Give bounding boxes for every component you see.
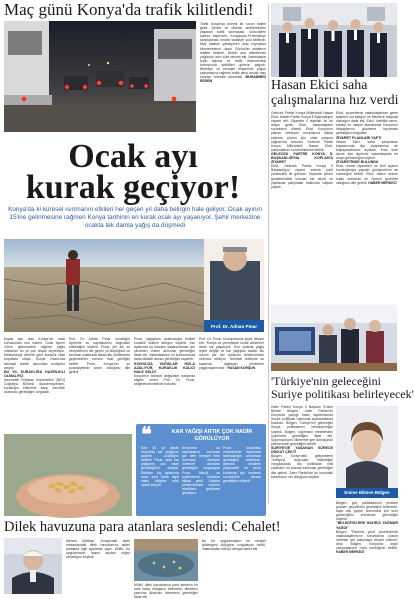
top-right-col2-subhead-b: ZİYARETİNDE BULUNDU: [336, 160, 379, 165]
main-byline: HASAN KURŞUN: [227, 365, 256, 370]
wheat-hand-photo: [4, 434, 132, 516]
mid-right-headline-line2: Suriye politikası belirleyecek': [271, 387, 414, 401]
main-col3-subhead: KONYA'DA YAĞIŞLAR HIZLA AZALIYOR, KURAKLIK KALICI HALE GELDİ: [134, 361, 195, 374]
wish-pool-photo: [134, 539, 198, 581]
top-right-byline: HABER MERKEZİ: [368, 180, 397, 185]
bottom-headline: Dilek havuzuna para atanlara seslendi: Cehalet!: [4, 519, 281, 535]
main-col1-text2: Necmettin Erbakan Üniversitesi (NEÜ) Coğrafya Bölümü Akademisyenleri, kuraklığın etkilerine karşı hazırlıklı olunması gerektiğini vurguladı.: [4, 377, 65, 395]
main-deck: Konya'da ki küresel ısınmanın etkileri her geçen yıl daha belirgin hale geliyor. Ocak ayının 15'ine gelinmesine rağmen Konya tarihinin en kurak ocak ayı yaşanıyor. Şehir merkezine ocakta tek damla yağış da düşmedi: [8, 206, 262, 229]
main-col3-text: Pınar, yağışların azalmasıyla birlikte kuraklık riskinin arttığını söyledi. Yaz aylarında su sıkıntısı yaşanmaması için şimdiden önlem alınması gerektiğini ifade etti. Vatandaşların su kullanımında daha dikkatli olması gerektiğini kaydetti.: [134, 337, 195, 362]
quote-body-col1: Son 40 yıl içinde Konya'da kar yağışının giderek azaldığını belirten Pınar, artık kar yağışının çok nadir görüldüğünü söyledi. Eskiden kış aylarında uzun süre karla kaplı kalan bölgeler artık çıplak kalıyor.: [141, 446, 179, 487]
main-col2-text: Prof. Dr. Adnan Pınar, kuraklığın ilçelerde su kaynaklarını doğrudan etkilediğini söyledi. Pınar, yer altı su seviyelerinin her geçen yıl düştüğünü ve tarımsal sulamada tasarruflu yöntemlere geçilmesinin zorunlu hale geldiğini belirtti. Pınar, Konya'nın su potansiyelinin sınırlı olduğunu dile getirdi.: [69, 337, 130, 374]
top-right-col1: [271, 111, 333, 301]
mid-right-col2-subhead: "BELEDİYELERE HAYIRCI YAĞMUR YAĞDI": [336, 521, 398, 530]
top-right-col2-text: Ekici, ziyaretlerde vatandaşlardan gelen talepleri not aldığını ve Meclis'te takipçisi olacağını ifade etti. Ekici, özellikle tarım, sanayi ve ulaşım alanlarında Konya'nın ihtiyaçlarının gündeme taşınması gerektiğini vurguladı.: [336, 111, 398, 136]
traffic-photo: [4, 21, 196, 132]
quote-box: [136, 424, 266, 516]
mid-right-col2: [336, 501, 398, 593]
top-right-col2-text3: Ekici, esnaf ziyaretleri ve sivil toplum kuruluşlarıyla yapılan görüşmelerin de süreceğini belirtti. Ekici, halkın sesine kulak vermenin en önemli görevleri olduğunu dile getirdi.: [336, 164, 398, 185]
main-headline-line1: Ocak ayı: [68, 138, 198, 175]
bottom-col1: Meram Müftüsü, Konya'daki tarihi mekanlardaki dilek havuzlarına atılan paralarla ilgili açıklama yaptı. Müftü, bu uygulamanın İslami açıdan doğru olmadığını söyledi.: [66, 539, 130, 560]
bottom-col3: Bu tür uygulamaların bir cehalet göstergesi olduğunu vurgulayan müftü, vatandaşları bilinçli olmaya davet etti.: [202, 539, 266, 552]
mid-right-byline: HABER MERKEZİ: [336, 550, 365, 555]
quote-mark-icon: ❝: [141, 422, 152, 446]
main-headline-line2: kurak geçiyor!: [25, 169, 241, 206]
quote-title: KAR YAĞIŞI ARTIK ÇOK NADİR GÖRÜLÜYOR: [171, 429, 253, 442]
bottom-col2: Müftü, dilek havuzlarına para atmanın bir batıl inanç olduğunu belirterek, dileklerin yalnızca Allah'tan istenmesi gerektiğini ifade etti.: [134, 583, 198, 599]
top-left-byline: MUHAMMED ERDEM: [200, 75, 266, 84]
dry-land-photo: [4, 239, 264, 332]
main-col2: [69, 337, 130, 429]
mid-right-col1-text: Zafer Partisi Konya İl Başkanı Emine Bilmen Bülgen, Zafer Partisi'nin Konya'da yaptığı basın toplantısında Suriye politikası hakkında açıklamalarda bulundu. Bülgen, Türkiye'nin geleceğini Suriye politikasının belirleyeceğini söyledi. Bülgen, sığınmacı meselesinin çözülmesi gerektiğini ifade etti. Sığınmacıların ülkelerine geri dönüşünün planlanması gerektiğini belirtti.: [271, 405, 333, 446]
mid-right-col1-subhead: SURİYE'DE YAŞANAN SÜRECE DİKKAT ÇEKTİ: [271, 445, 333, 455]
quote-body-col3: Pınar, kuraklıkla mücadelede toplumsal farkındalığın artırılması gerektiğini belirterek, gelecek nesillere yaşanabilir bir çevre bırakmak için herkesin sorumluluk alması gerektiğini söyledi.: [223, 446, 261, 483]
main-col4-text: Prof. Dr. Pınar, konuşmasına şöyle devam etti: "Konya ve çevresinde kurak dönemler daha sık yaşanıyor. Son yıllarda yağış rejimi değişti ve kar yağışları azaldı. Bu durum yer altı sularının beslenmesini olumsuz etkiliyor. Tarımsal üretimde su tasarrufu sağlayan yöntemler yaygınlaştırılmalı.": [199, 337, 264, 370]
main-col1: [4, 337, 65, 429]
top-right-col2: [336, 111, 398, 301]
mid-right-col2-text2: Bülgen, "Partimiz yerel yönetimlerde vatandaşlarımızın sorunlarına çözüm üretmek için çalışmaya devam edecek" dedi. Bülgen, Konya'da örgüt çalışmalarının hızla sürdüğünü belirtti.: [336, 529, 398, 551]
main-col4: [199, 337, 264, 429]
top-right-col1-text: Gelecek Partisi Konya Milletvekili Hasan Ekici, Adalet Partisi Konya İl Başkanlığını ziyaret etti. Ziyarette il teşkilatı ile bir araya gelen Ekici, vatandaşların sorunlarını dinledi. Ekici, Konya'nın yatırım bekleyen sorunlarına dikkat çekerek çözüm için ortak çalışma çağrısında bulundu. Gelecek Partisi Konya Milletvekili Hasan Ekici, çalışmalarını sürdürdüklerini belirtti.: [271, 111, 333, 152]
top-right-col1-text2: Ekici, Gelecek Partisi Konya İl Başkanlığını ziyaret ederek parti yöneticileri ile görüştü. Ziyarette şehrin gündemindeki konular ele alındı ve yapılacak çalışmalar hakkında istişare yapıldı.: [271, 164, 333, 189]
mufti-photo: [4, 538, 62, 594]
top-left-body: [200, 22, 266, 130]
quote-body-col2: Konya'nın su kaynaklarını korumak için hem bireysel hem kurumsal düzeyde önlemler alınması gerektiğini vurgulayan Pınar, bilinçli su kullanımının önemine dikkat çekti. Sulama yöntemlerinde modern tekniklere geçilmesi gerekiyor.: [182, 446, 220, 496]
main-col1-subhead: BU YIL KURAKLIĞA HAZIRLIKLI OLMALIYIZ: [4, 369, 65, 378]
ekici-visit-photo: [271, 3, 397, 77]
top-right-col2-text2: Hasan Ekici, saha çalışmaları kapsamında ilçe ziyaretlerine de başlayacaklarını açıkladı. Kısa süre içinde tüm ilçelerde vatandaşlarla bir araya gelineceğini söyledi.: [336, 139, 398, 161]
main-col1-text: Ayyas ayrı olan Konya'nın ocak kurusundan son haberi. Ocak ayının 15'ine gelinmesine rağmen yağış miktarları bu yıl çok düşük seyrediyor. Meteorolojik verilere göre kuraklık ciddi boyutlara ulaştı. Konya Ovası'nda tarımsal üretim açısından endişeler artıyor.: [4, 337, 65, 370]
bulgen-meeting-photo: [271, 305, 397, 371]
top-right-headline-line2: çalışmalarına hız verdi: [271, 93, 399, 108]
top-left-headline: Maç günü Konya'da trafik kilitlendi!: [4, 0, 254, 19]
top-right-headline-line1: Hasan Ekici saha: [271, 78, 368, 93]
main-col3: [134, 337, 195, 429]
top-left-body-text: Trafik Konya'da önemli bir sorun haline geldi. Şehrin ve ülkenin ambleminden yaşanan trafik karmaşası, sürücülerin sabrını taşırırken, Konyaspor-Fenerbahçe karşılaşması öncesi stadyum yolu kilitlendi. Maç saatine yaklaşırken araç kuyrukları kilometrelerce uzadı. Sürücüler saatlerce trafikte bekledi. Şehrin ana arterlerinde yoğunluk uzun süre devam etti. Vatandaşlar toplu taşıma ve trafik düzenlemesi konusunda yetkilileri göreve çağırdı. Belediye ve emniyet ekiplerinin yoğun çalışmasına rağmen trafik akışı ancak maç sonrası normale dönebildi.: [200, 22, 266, 80]
mid-right-col1: [271, 405, 333, 593]
mid-right-col2-text: Bülgen, göç politikalarının yeniden gözden geçirilmesi gerektiğini belirterek, kayıt dışı göçün önlenmesi için sınır güvenliğinin artırılması gerektiğini söyledi.: [336, 501, 398, 522]
top-right-col1-subhead: GELECEK PARTİSİ KONYA İL BAŞKANLIĞI'NA KOPLAN'A ZİYARET: [271, 151, 333, 165]
mid-right-headline-line1: 'Türkiye'nin geleceğini: [271, 374, 381, 388]
top-right-col2-subhead-a: ZİYARET PLANLARI YAPTI: [336, 135, 382, 140]
column-divider: [268, 4, 269, 504]
portrait-caption: Emine Bilmen Bülgen: [344, 490, 390, 495]
photo-caption: Prof. Dr. Adnan Pınar: [210, 324, 258, 329]
main-col3-text2: Konya'nın iklimsel değişimler hakkında bilgiler veren Prof. Dr. Pınar, değerlendirmelerde bulundu.: [134, 373, 195, 387]
mid-right-col1-text2: Bülgen, Suriye'deki gelişmelerin Türkiye'yi doğrudan etkilediğini vurgulayarak, dış politikada milli çıkarların ön planda tutulması gerektiğini dile getirdi. Zafer Partisi'nin bu konudaki tutumunun net olduğunu söyledi.: [271, 454, 333, 479]
bulgen-portrait-photo: [336, 406, 398, 498]
